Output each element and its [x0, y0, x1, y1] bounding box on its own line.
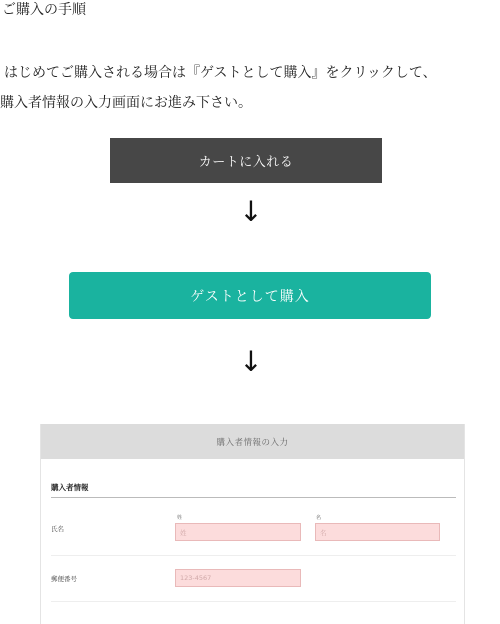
postal-code-field[interactable]: 123-4567: [175, 569, 301, 587]
form-header-title: 購入者情報の入力: [216, 437, 289, 448]
intro-line-2: 購入者情報の入力画面にお進み下さい。: [0, 95, 252, 111]
row-divider: [51, 601, 456, 602]
last-name-label: 姓: [177, 515, 183, 521]
form-header: [41, 424, 464, 459]
first-name-field[interactable]: 名: [315, 523, 440, 541]
name-label: 氏名: [51, 525, 64, 533]
add-to-cart-button[interactable]: カートに入れる: [110, 138, 382, 183]
down-arrow-icon: ↓: [239, 195, 263, 228]
section-heading: ご購入の手順: [2, 2, 86, 18]
guest-purchase-button[interactable]: ゲストとして購入: [69, 272, 431, 319]
postal-code-label: 郵便番号: [51, 575, 77, 583]
intro-text: [0, 58, 500, 118]
form-divider: [51, 497, 456, 498]
form-section-title: 購入者情報: [51, 483, 89, 492]
last-name-field[interactable]: 姓: [175, 523, 301, 541]
first-name-label: 名: [316, 515, 322, 521]
row-divider: [51, 555, 456, 556]
down-arrow-icon: ↓: [239, 345, 263, 378]
intro-line-1: はじめてご購入される場合は『ゲストとして購入』をクリックして、: [4, 65, 437, 81]
purchaser-info-form-preview: [40, 424, 465, 624]
